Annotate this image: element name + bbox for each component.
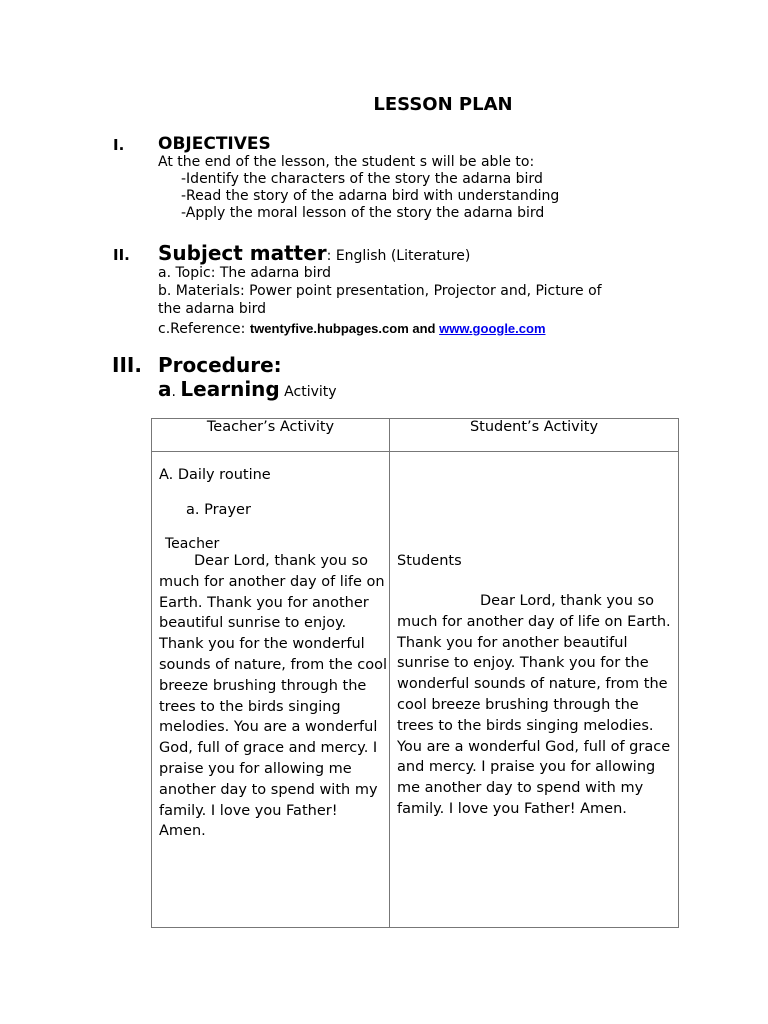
- objectives-intro: At the end of the lesson, the student s will be able to:: [158, 154, 535, 170]
- objective-item: -Read the story of the adarna bird with understanding: [181, 188, 560, 204]
- student-prayer-text: Dear Lord, thank you so much for another day of life on Earth. Thank you for another beautiful sunrise to enjoy. Thank you for the wonderful sounds of nature, from the cool breeze brushing through the trees to the birds singing melodies. You are a wonderful God, full of grace and mercy. I praise you for allowing me another day to spend with my family. I love you Father! Amen.: [397, 593, 671, 817]
- reference-label: c.Reference:: [158, 321, 250, 337]
- page-title: LESSON PLAN: [373, 94, 513, 115]
- objectives-heading: OBJECTIVES: [158, 134, 271, 154]
- prayer-label: a. Prayer: [186, 502, 251, 518]
- subject-heading: [158, 241, 470, 265]
- subject-reference: [158, 318, 546, 338]
- subject-topic: a. Topic: The adarna bird: [158, 265, 331, 281]
- header-student-activity: Student’s Activity: [390, 419, 679, 452]
- teacher-label: Teacher: [165, 536, 220, 552]
- header-teacher-activity: Teacher’s Activity: [152, 419, 390, 452]
- table-header-row: [152, 419, 679, 452]
- student-cell: [390, 452, 679, 928]
- reference-site: twentyfive.hubpages.com and: [249, 321, 440, 336]
- teacher-cell: [152, 452, 390, 928]
- objective-item: -Identify the characters of the story the adarna bird: [181, 171, 543, 187]
- procedure-heading: Procedure:: [158, 353, 282, 377]
- sub-rest: Activity: [279, 384, 337, 400]
- daily-routine: A. Daily routine: [159, 467, 271, 483]
- subject-heading-rest: : English (Literature): [326, 248, 471, 264]
- subject-materials-line1: b. Materials: Power point presentation, Projector and, Picture of: [158, 283, 602, 299]
- subject-number: II.: [113, 246, 130, 264]
- reference-link[interactable]: www.google.com: [439, 321, 546, 336]
- students-label: Students: [397, 553, 462, 569]
- objectives-number: I.: [113, 136, 125, 154]
- sub-bold: Learning: [180, 377, 280, 401]
- procedure-number: III.: [112, 353, 142, 377]
- subject-materials-line2: the adarna bird: [158, 301, 267, 317]
- sub-letter: a: [158, 377, 172, 401]
- objective-item: -Apply the moral lesson of the story the adarna bird: [181, 205, 545, 221]
- sub-dot: .: [171, 384, 181, 400]
- procedure-subheading: [158, 377, 337, 401]
- teacher-prayer-text: Dear Lord, thank you so much for another day of life on Earth. Thank you for another beautiful sunrise to enjoy. Thank you for the wonderful sounds of nature, from the cool breeze brushing through the trees to the birds singing melodies. You are a wonderful God, full of grace and mercy. I praise you for allowing me another day to spend with my family. I love you Father! Amen.: [159, 553, 387, 840]
- table-row: [152, 452, 679, 928]
- activity-table: [151, 418, 679, 928]
- subject-heading-bold: Subject matter: [158, 241, 327, 265]
